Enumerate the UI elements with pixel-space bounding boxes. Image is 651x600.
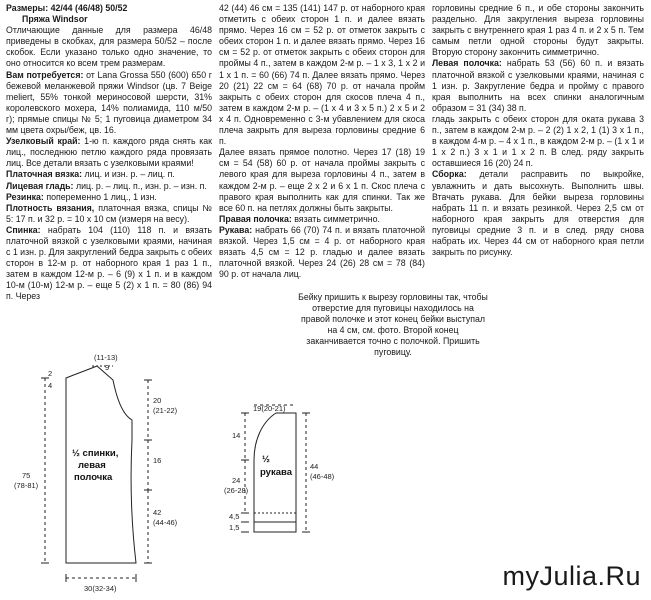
col3-paragraph-2: гладь закрыть с обеих сторон для оката рукава 3 п., затем в каждом 2-м р. – 2 (2) 1 х 2, 1 (1) 3 х 1 п., в каждом 4-м р. – 4 х 1 п., в каждом 2-м р. – (1 х 1 и 1 х 2 п.) 3 х 1 и 1 х 2 п. В след. ряду закрыть оставшиеся 16 (20) 24 п. bbox=[432, 113, 644, 169]
right-front-text: вязать симметрично. bbox=[294, 213, 380, 224]
garter-label: Платочная вязка: bbox=[6, 169, 83, 180]
site-watermark bbox=[502, 561, 641, 592]
sleeve-piece-label-1: ½ bbox=[262, 454, 270, 465]
watermark-text: myJulia.Ru bbox=[502, 561, 641, 591]
back-armhole-num: 20 bbox=[153, 396, 162, 405]
sleeve-top-width: 19(20-21) bbox=[253, 404, 286, 413]
assembly-text: детали расправить по выкройке, увлажнить и дать высохнуть. Выполнить швы. Втачать рукава. Для бейки выреза горловины набрать 11 п. и вязать резинкой. Через 2,5 см от наборного края закрыть для отверстия для пуговицы средние 3 п. и в след. ряду снова набрать их. Через 44 см от наборного края петли закрыть по рисунку. bbox=[432, 169, 644, 258]
garter-text: лиц. и изн. р. – лиц. п. bbox=[84, 169, 175, 180]
assembly-label: Сборка: bbox=[432, 169, 467, 180]
sleeve-side-paren: (26-28) bbox=[224, 486, 249, 495]
rib-label: Резинка: bbox=[6, 191, 44, 202]
back-hip-paren: (44-46) bbox=[153, 518, 178, 527]
gauge-text: платочная вязка, спицы № 5: 17 п. и 32 р. = 10 х 10 см (измеря на весу). bbox=[6, 202, 212, 224]
back-piece-label-3: полочка bbox=[74, 472, 113, 483]
sleeve-right-paren: (46-48) bbox=[310, 472, 335, 481]
knot-edge-text: 1-ю п. каждого ряда снять как лиц., последнюю петлю каждого ряда провязать лиц. Все детали вязать с узелковыми краями! bbox=[6, 136, 212, 169]
sleeve-side-num: 24 bbox=[232, 476, 241, 485]
sleeve-cap-height: 14 bbox=[232, 431, 241, 440]
col2-paragraph-2: Далее вязать прямое полотно. Через 17 (18) 19 см = 54 (58) 60 р. от начала проймы закрыть с левого края для выреза горловины 4 п., затем в каждом 2-м р. – еще 2 х 2 и 6 х 1 п. Скос плеча с правого края выполнить как для спинки. Так же все 60 п. на петлях должны быть закрыты. bbox=[219, 147, 425, 213]
left-front-text: набрать 53 (56) 60 п. и вязать платочной вязкой с узелковыми краями, начиная с 1 изн. р. Закругление бедра и пройму с правого края выполнить на всех спинки аналогичным образом = 31 (34) 38 п. bbox=[432, 58, 644, 113]
sizes-note: Отличающие данные для размера 46/48 приведены в скобках, для размера 50/52 – после скобок. Если указано только одно значение, то оно относится ко всем трем размерам. bbox=[6, 25, 212, 69]
back-shoulder-2: 2 bbox=[48, 369, 53, 378]
back-shoulder-4: 4 bbox=[48, 381, 53, 390]
back-length-paren: (78-81) bbox=[14, 481, 39, 490]
left-front-label: Левая полочка: bbox=[432, 58, 502, 69]
button-band-note-text: Бейку пришить к вырезу горловины так, чтобы отверстие для пуговицы находилось на правой полочке и этот конец бейки выступал на 4 см, см. фото. Второй конец заканчивается точно с полочкой. Пришить пуговицу. bbox=[298, 292, 488, 358]
materials-label: Вам потребуется: bbox=[6, 69, 84, 80]
materials-text: от Lana Grossa 550 (600) 650 г бежевой меланжевой пряжи Windsor (цв. 7 Beige meliert, 55% тонкой мериносовой шерсти, 31% королевского мохера, 14% полиамида, 110 м/50 г); прямые спицы № 5; 1 пуговица диаметром 34 мм цвета охры/беж, цв. 16. bbox=[6, 69, 212, 136]
back-hip-num: 42 bbox=[153, 508, 162, 517]
stockinette-text: лиц. р. – лиц. п., изн. р. – изн. п. bbox=[75, 180, 207, 191]
back-bottom-width: 30(32-34) bbox=[84, 584, 117, 593]
rib-text: попеременно 1 лиц., 1 изн. bbox=[46, 191, 157, 202]
right-front-label: Правая полочка: bbox=[219, 213, 292, 224]
back-length-num: 75 bbox=[22, 471, 31, 480]
stockinette-label: Лицевая гладь: bbox=[6, 180, 74, 191]
back-label: Спинка: bbox=[6, 224, 41, 235]
knot-edge-label: Узелковый край: bbox=[6, 136, 81, 147]
back-armhole-paren: (21-22) bbox=[153, 406, 178, 415]
gauge-label: Плотность вязания, bbox=[6, 202, 95, 213]
sleeve-right-num: 44 bbox=[310, 462, 319, 471]
yarn-title-text: Пряжа Windsor bbox=[22, 14, 88, 25]
back-mid-num: 16 bbox=[153, 456, 162, 465]
sleeve-band-1: 4,5 bbox=[229, 512, 240, 521]
sleeves-text: набрать 66 (70) 74 п. и вязать платочной вязкой. Через 1,5 см = 4 р. от наборного края вязать 4,5 см = 12 р. гладью и далее вязать платочной вязкой. Через 24 (26) 28 см = 78 (84) 90 р. от начала лиц. bbox=[219, 224, 425, 280]
back-top-width-num: 9 bbox=[105, 363, 110, 372]
back-top-width-paren: (11-13) bbox=[94, 353, 118, 362]
back-text: набрать 104 (110) 118 п. и вязать платочной вязкой с узелковыми краями, начиная с 1 изн. р. Для закруглений бедра закрыть с обеих сторон в 12-м р. от наборного края 1 раз 1 п., затем в каждом 12-м р. – 6 (9) х 1 п. и в каждом 10-м (10-м) 12-м р. – еще 5 (2) х 1 п. = 80 (86) 94 п. Через bbox=[6, 224, 213, 302]
col3-paragraph-1: горловины средние 6 п., и обе стороны закончить раздельно. Для закругления выреза горловины закрыть с внутреннего края 1 раз 4 п. и 2 х 5 п. Тем самым петли одной стороны будут закрыты. Вторую сторону закончить симметрично. bbox=[432, 3, 644, 58]
back-piece-label-1: ½ спинки, bbox=[72, 448, 119, 459]
sleeves-label: Рукава: bbox=[219, 224, 253, 235]
sleeve-piece-label-2: рукава bbox=[260, 467, 292, 478]
col2-paragraph-1: 42 (44) 46 см = 135 (141) 147 р. от наборного края отметить с обеих сторон 1 п. и далее вязать прямо. Через 16 см = 52 р. от отметок закрыть с обеих сторон 1 п. и далее вязать прямо. Через 16 см = 52 р. от отметок закрыть с обеих сторон для проймы 4 п., затем в каждом 2-м р. – 1 х 3, 1 х 2 и 1 х 1 п. = 60 (66) 74 п. Далее вязать прямо. Через 20 (21) 22 см = 64 (68) 70 р. от начала пройм закрыть с обеих сторон для скосов плеча 4 п., затем в каждом 2-м р. – (1 х 4 и 3 х 5 п.) 2 х 5 и 2 х 4 п. Одновременно с 3-м убавлением для скоса плеча закрыть для выреза горловины средние 6 п. bbox=[219, 3, 425, 147]
back-piece-label-2: левая bbox=[78, 460, 106, 471]
sleeve-band-2: 1,5 bbox=[229, 523, 240, 532]
sizes-label: Размеры: 42/44 (46/48) 50/52 bbox=[6, 3, 128, 13]
